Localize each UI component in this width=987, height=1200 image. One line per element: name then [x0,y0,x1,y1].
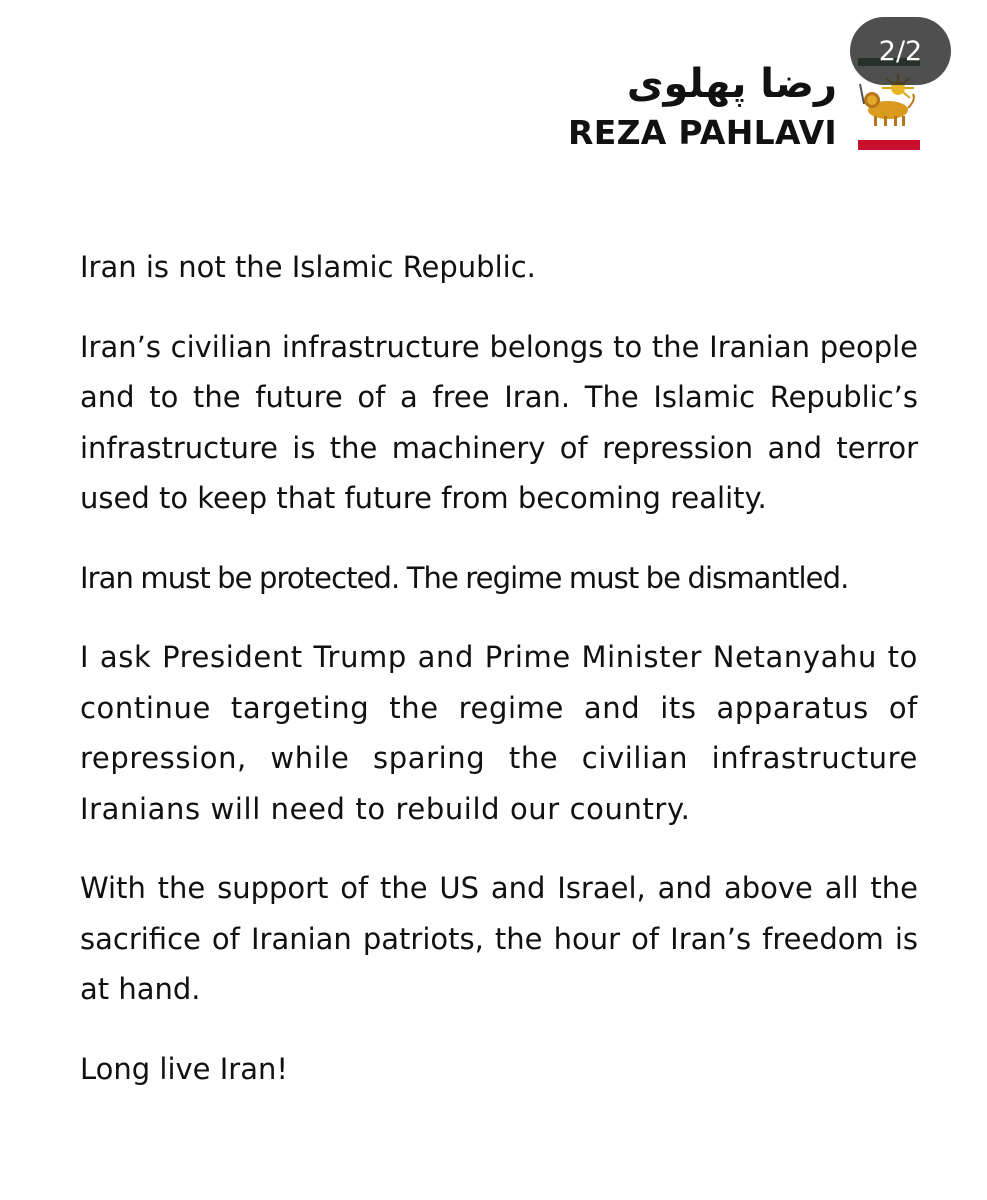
statement-paragraph-5: With the support of the US and Israel, and above all the sacrifice of Iranian patriots, the hour of Iran’s freedom is at hand. [80,871,918,1006]
lion-head [867,95,877,105]
statement-paragraph-1: Iran is not the Islamic Republic. [80,250,536,284]
statement-paragraph-4: I ask President Trump and Prime Minister Netanyahu to continue targeting the regime and its apparatus of repression, while sparing the civilian infrastructure Iranians will need to rebuild our country. [80,640,918,826]
logo-farsi-name: رضا پهلوی [626,61,837,107]
logo-latin-name: REZA PAHLAVI [568,113,837,152]
page-indicator-badge: 2/2 [850,17,951,85]
statement-paragraph-2: Iran’s civilian infrastructure belongs to the Iranian people and to the future of a free Iran. The Islamic Republic’s infrastructure is the machinery of repression and terror used to keep that future from becoming reality. [80,329,918,515]
statement-paragraph-6: Long live Iran! [80,1051,288,1086]
sword [860,84,864,104]
flag-red-stripe [858,140,920,150]
statement-body [80,242,918,1123]
statement-paragraph-3: Iran must be protected. The regime must be dismantled. [80,560,849,595]
letterhead [0,0,987,200]
